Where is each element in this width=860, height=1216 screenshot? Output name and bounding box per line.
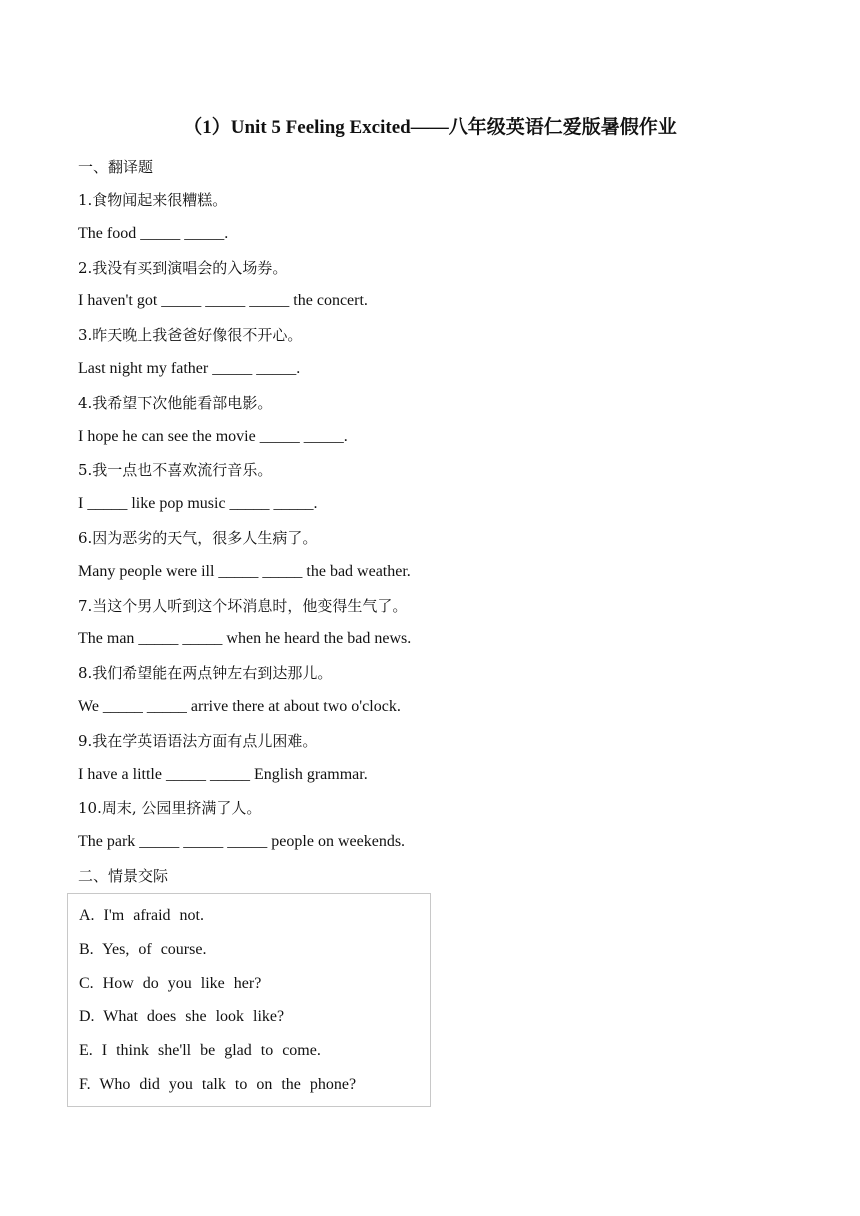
translation-question: [78, 391, 411, 459]
option-item: A. I'm afraid not.: [79, 907, 204, 924]
translation-question: [78, 256, 411, 324]
question-english: I _____ like pop music _____ _____.: [78, 495, 318, 513]
section-heading-dialogue: 二、情景交际: [78, 867, 169, 885]
option-item: C. How do you like her?: [79, 974, 262, 992]
question-chinese: 6.因为恶劣的天气，很多人生病了。: [78, 528, 318, 547]
translation-question: [78, 661, 411, 729]
translation-question: [78, 188, 411, 256]
option-item: E. I think she'll be glad to come.: [79, 1042, 321, 1060]
question-english: I have a little _____ _____ English grammar.: [78, 765, 368, 783]
translation-question: [78, 526, 411, 594]
options-box: [67, 893, 431, 1107]
translation-question: [78, 458, 411, 526]
question-chinese: 7.当这个男人听到这个坏消息时，他变得生气了。: [78, 596, 408, 615]
translation-question: [78, 594, 411, 662]
option-item: B. Yes, of course.: [79, 940, 207, 958]
question-chinese: 2.我没有买到演唱会的入场券。: [78, 258, 288, 277]
question-english: The park _____ _____ _____ people on weekends.: [78, 833, 406, 851]
question-english: I hope he can see the movie _____ _____.: [78, 427, 348, 445]
question-chinese: 10.周末, 公园里挤满了人。: [78, 799, 262, 818]
option-item: F. Who did you talk to on the phone?: [79, 1075, 357, 1093]
page-title: （1）Unit 5 Feeling Excited——八年级英语仁爱版暑假作业: [183, 117, 677, 138]
question-english: The man _____ _____ when he heard the bad news.: [78, 630, 412, 648]
translation-question-list: [78, 188, 411, 864]
question-english: Last night my father _____ _____.: [78, 359, 301, 377]
question-chinese: 8.我们希望能在两点钟左右到达那儿。: [78, 664, 333, 683]
question-english: We _____ _____ arrive there at about two o'clock.: [78, 697, 401, 715]
question-chinese: 1.食物闻起来很糟糕。: [78, 191, 228, 209]
translation-question: [78, 729, 411, 797]
translation-question: [78, 323, 411, 391]
question-english: I haven't got _____ _____ _____ the concert.: [78, 292, 368, 310]
question-chinese: 3.昨天晚上我爸爸好像很不开心。: [78, 326, 303, 345]
translation-question: [78, 796, 411, 864]
question-chinese: 9.我在学英语语法方面有点儿困难。: [78, 731, 318, 750]
question-english: The food _____ _____.: [78, 224, 229, 242]
question-chinese: 4.我希望下次他能看部电影。: [78, 393, 273, 412]
question-english: Many people were ill _____ _____ the bad weather.: [78, 562, 411, 580]
question-chinese: 5.我一点也不喜欢流行音乐。: [78, 461, 273, 480]
option-item: D. What does she look like?: [79, 1008, 285, 1026]
section-heading-translation: 一、翻译题: [78, 158, 154, 176]
